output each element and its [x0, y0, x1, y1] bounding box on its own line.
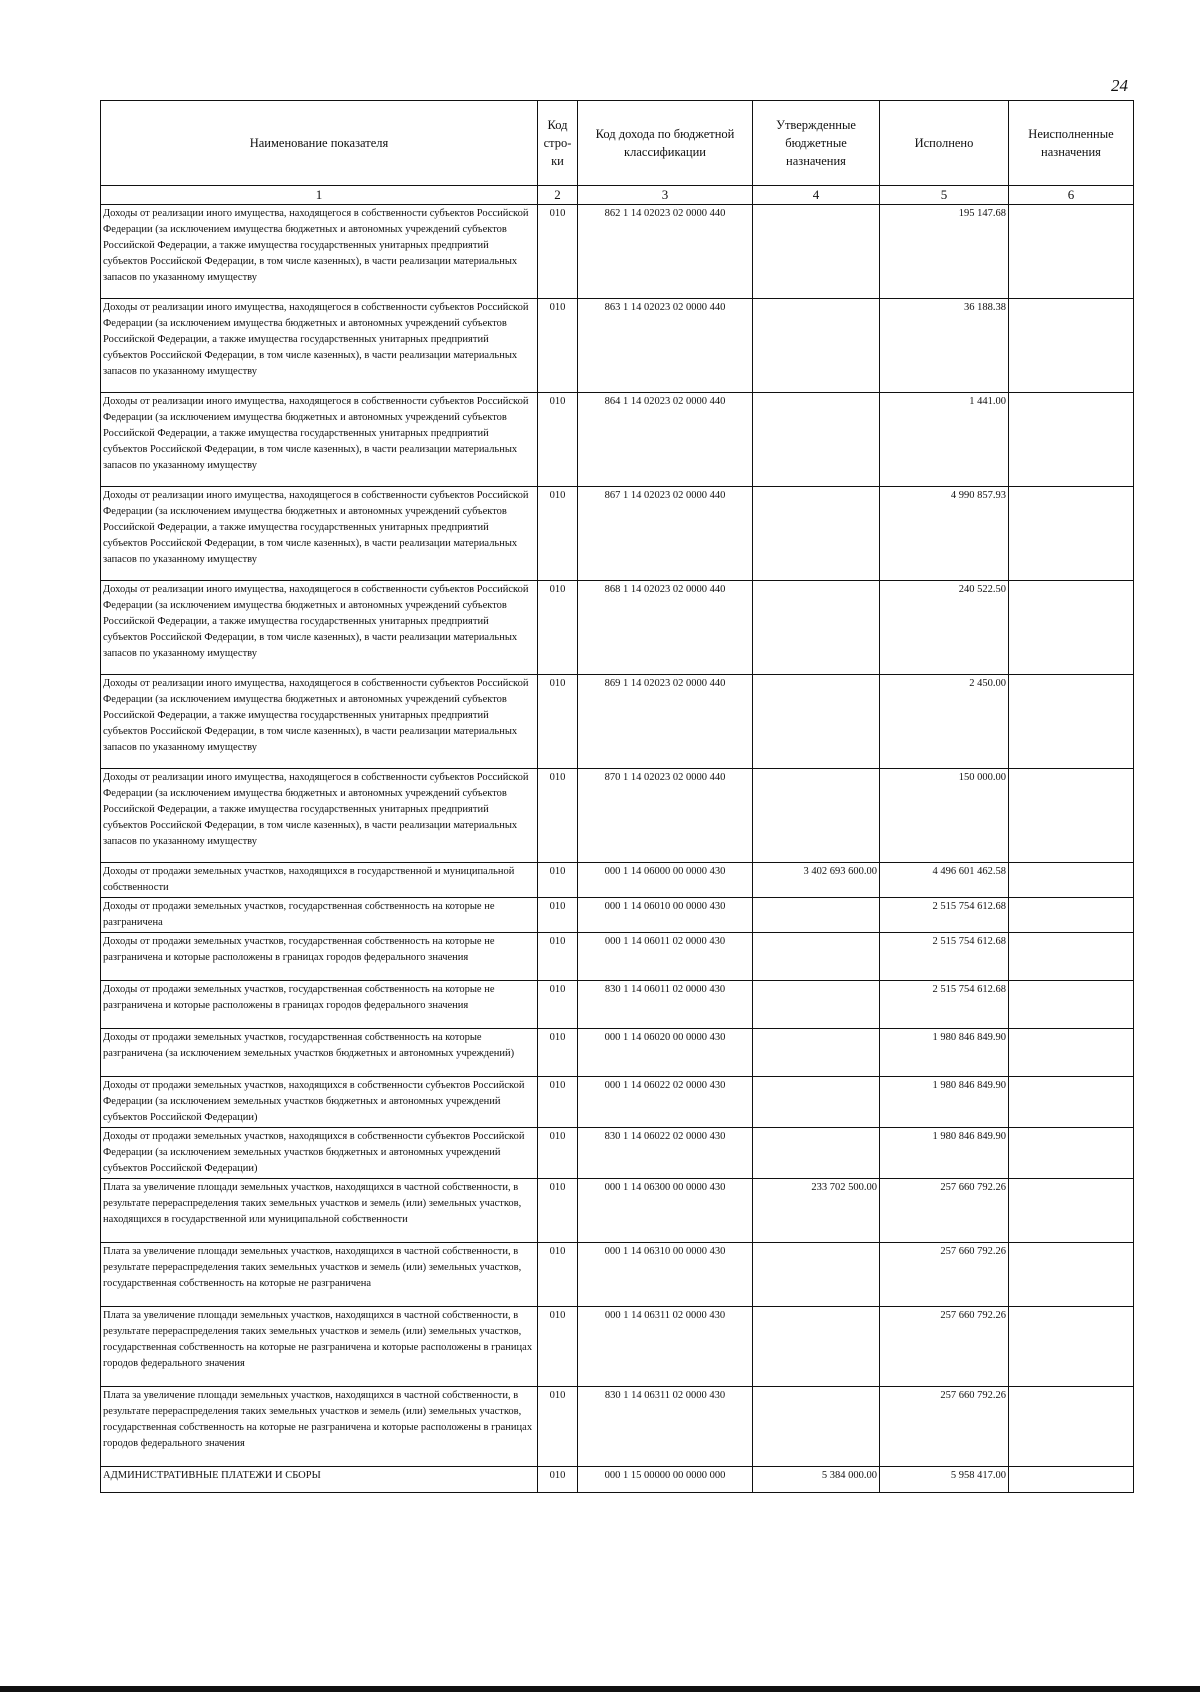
row-line-code: 010 — [538, 487, 578, 581]
row-unexecuted — [1009, 1387, 1134, 1467]
row-approved — [753, 205, 880, 299]
row-approved — [753, 1128, 880, 1179]
table-row — [101, 1387, 1134, 1467]
row-kbk: 868 1 14 02023 02 0000 440 — [578, 581, 753, 675]
table-row — [101, 1179, 1134, 1243]
row-unexecuted — [1009, 1077, 1134, 1128]
row-line-code: 010 — [538, 1307, 578, 1387]
row-approved — [753, 1243, 880, 1307]
row-name: Доходы от продажи земельных участков, находящихся в собственности субъектов Российской Федерации (за исключением земельных участков бюджетных и автономных учреждений субъектов Российской Федерации) — [101, 1077, 538, 1128]
row-approved: 5 384 000.00 — [753, 1467, 880, 1493]
row-unexecuted — [1009, 1128, 1134, 1179]
row-kbk: 830 1 14 06011 02 0000 430 — [578, 981, 753, 1029]
row-line-code: 010 — [538, 933, 578, 981]
row-line-code: 010 — [538, 1029, 578, 1077]
row-kbk: 000 1 14 06011 02 0000 430 — [578, 933, 753, 981]
table-row — [101, 1243, 1134, 1307]
row-executed: 1 980 846 849.90 — [880, 1029, 1009, 1077]
row-kbk: 867 1 14 02023 02 0000 440 — [578, 487, 753, 581]
table-row — [101, 981, 1134, 1029]
row-approved — [753, 581, 880, 675]
row-unexecuted — [1009, 1179, 1134, 1243]
table-row — [101, 1128, 1134, 1179]
table-row — [101, 393, 1134, 487]
column-number: 6 — [1009, 186, 1134, 205]
row-name: Доходы от реализации иного имущества, находящегося в собственности субъектов Российской Федерации (за исключением имущества бюджетных и автономных учреждений субъектов Российской Федерации, а также имущества государственных унитарных предприятий субъектов Российской Федерации, в том числе казенных), в части реализации материальных запасов по указанному имуществу — [101, 675, 538, 769]
row-name: Плата за увеличение площади земельных участков, находящихся в частной собственности, в результате перераспределения таких земельных участков и земель (или) земельных участков, находящихся в государственной или муниципальной собственности — [101, 1179, 538, 1243]
row-kbk: 862 1 14 02023 02 0000 440 — [578, 205, 753, 299]
row-unexecuted — [1009, 675, 1134, 769]
row-line-code: 010 — [538, 1467, 578, 1493]
row-unexecuted — [1009, 898, 1134, 933]
row-approved: 233 702 500.00 — [753, 1179, 880, 1243]
table-row — [101, 299, 1134, 393]
table-row — [101, 898, 1134, 933]
row-unexecuted — [1009, 981, 1134, 1029]
row-kbk: 864 1 14 02023 02 0000 440 — [578, 393, 753, 487]
row-unexecuted — [1009, 933, 1134, 981]
row-approved — [753, 769, 880, 863]
table-body — [101, 205, 1134, 1493]
row-executed: 150 000.00 — [880, 769, 1009, 863]
row-kbk: 000 1 15 00000 00 0000 000 — [578, 1467, 753, 1493]
row-name: Доходы от продажи земельных участков, государственная собственность на которые не разграничена и которые расположены в границах городов федерального значения — [101, 981, 538, 1029]
row-name: Доходы от продажи земельных участков, находящихся в государственной и муниципальной собственности — [101, 863, 538, 898]
table-row — [101, 1467, 1134, 1493]
row-unexecuted — [1009, 1029, 1134, 1077]
row-line-code: 010 — [538, 1077, 578, 1128]
row-unexecuted — [1009, 863, 1134, 898]
row-line-code: 010 — [538, 393, 578, 487]
header-executed: Исполнено — [880, 101, 1009, 186]
row-unexecuted — [1009, 769, 1134, 863]
row-line-code: 010 — [538, 581, 578, 675]
row-line-code: 010 — [538, 1243, 578, 1307]
row-executed: 2 515 754 612.68 — [880, 981, 1009, 1029]
row-kbk: 000 1 14 06311 02 0000 430 — [578, 1307, 753, 1387]
row-approved — [753, 898, 880, 933]
row-name: Доходы от реализации иного имущества, находящегося в собственности субъектов Российской Федерации (за исключением имущества бюджетных и автономных учреждений субъектов Российской Федерации, а также имущества государственных унитарных предприятий субъектов Российской Федерации, в том числе казенных), в части реализации материальных запасов по указанному имуществу — [101, 581, 538, 675]
row-line-code: 010 — [538, 205, 578, 299]
row-executed: 4 496 601 462.58 — [880, 863, 1009, 898]
row-approved — [753, 1077, 880, 1128]
row-name: Доходы от продажи земельных участков, государственная собственность на которые не разграничена и которые расположены в границах городов федерального значения — [101, 933, 538, 981]
row-line-code: 010 — [538, 863, 578, 898]
row-approved — [753, 675, 880, 769]
header-line-code: Код стро-ки — [538, 101, 578, 186]
row-executed: 257 660 792.26 — [880, 1387, 1009, 1467]
row-executed: 240 522.50 — [880, 581, 1009, 675]
row-line-code: 010 — [538, 769, 578, 863]
row-kbk: 000 1 14 06000 00 0000 430 — [578, 863, 753, 898]
header-unexecuted: Неисполненные назначения — [1009, 101, 1134, 186]
header-kbk: Код дохода по бюджетной классификации — [578, 101, 753, 186]
column-number: 2 — [538, 186, 578, 205]
row-executed: 2 515 754 612.68 — [880, 933, 1009, 981]
page-number: 24 — [1111, 76, 1128, 95]
row-executed: 1 441.00 — [880, 393, 1009, 487]
row-line-code: 010 — [538, 1387, 578, 1467]
row-name: Доходы от реализации иного имущества, находящегося в собственности субъектов Российской Федерации (за исключением имущества бюджетных и автономных учреждений субъектов Российской Федерации, а также имущества государственных унитарных предприятий субъектов Российской Федерации, в том числе казенных), в части реализации материальных запасов по указанному имуществу — [101, 393, 538, 487]
header-row — [101, 101, 1134, 186]
row-unexecuted — [1009, 205, 1134, 299]
row-name: Доходы от реализации иного имущества, находящегося в собственности субъектов Российской Федерации (за исключением имущества бюджетных и автономных учреждений субъектов Российской Федерации, а также имущества государственных унитарных предприятий субъектов Российской Федерации, в том числе казенных), в части реализации материальных запасов по указанному имуществу — [101, 205, 538, 299]
row-unexecuted — [1009, 1307, 1134, 1387]
table-row — [101, 1077, 1134, 1128]
table-row — [101, 487, 1134, 581]
row-approved — [753, 487, 880, 581]
row-line-code: 010 — [538, 1179, 578, 1243]
table-row — [101, 769, 1134, 863]
row-name: Доходы от продажи земельных участков, государственная собственность на которые разграничена (за исключением земельных участков бюджетных и автономных учреждений) — [101, 1029, 538, 1077]
row-name: Доходы от продажи земельных участков, государственная собственность на которые не разграничена — [101, 898, 538, 933]
row-unexecuted — [1009, 1243, 1134, 1307]
table-row — [101, 933, 1134, 981]
row-name: Доходы от реализации иного имущества, находящегося в собственности субъектов Российской Федерации (за исключением имущества бюджетных и автономных учреждений субъектов Российской Федерации, а также имущества государственных унитарных предприятий субъектов Российской Федерации, в том числе казенных), в части реализации материальных запасов по указанному имуществу — [101, 769, 538, 863]
table-row — [101, 1029, 1134, 1077]
row-approved — [753, 981, 880, 1029]
row-unexecuted — [1009, 393, 1134, 487]
column-number: 4 — [753, 186, 880, 205]
row-kbk: 000 1 14 06010 00 0000 430 — [578, 898, 753, 933]
row-unexecuted — [1009, 299, 1134, 393]
row-executed: 36 188.38 — [880, 299, 1009, 393]
table-row — [101, 581, 1134, 675]
row-approved — [753, 299, 880, 393]
row-kbk: 000 1 14 06020 00 0000 430 — [578, 1029, 753, 1077]
table-row — [101, 863, 1134, 898]
row-kbk: 830 1 14 06022 02 0000 430 — [578, 1128, 753, 1179]
row-approved — [753, 933, 880, 981]
row-kbk: 000 1 14 06310 00 0000 430 — [578, 1243, 753, 1307]
row-unexecuted — [1009, 1467, 1134, 1493]
row-executed: 1 980 846 849.90 — [880, 1128, 1009, 1179]
row-approved: 3 402 693 600.00 — [753, 863, 880, 898]
row-executed: 1 980 846 849.90 — [880, 1077, 1009, 1128]
row-approved — [753, 1387, 880, 1467]
column-number-row — [101, 186, 1134, 205]
row-line-code: 010 — [538, 675, 578, 769]
row-approved — [753, 1029, 880, 1077]
row-line-code: 010 — [538, 898, 578, 933]
row-name: Плата за увеличение площади земельных участков, находящихся в частной собственности, в результате перераспределения таких земельных участков и земель (или) земельных участков, государственная собственность на которые не разграничена — [101, 1243, 538, 1307]
row-approved — [753, 393, 880, 487]
row-executed: 2 515 754 612.68 — [880, 898, 1009, 933]
row-unexecuted — [1009, 581, 1134, 675]
table-row — [101, 675, 1134, 769]
row-name: Плата за увеличение площади земельных участков, находящихся в частной собственности, в результате перераспределения таких земельных участков и земель (или) земельных участков, государственная собственность на которые не разграничена и которые расположены в границах городов федерального значения — [101, 1307, 538, 1387]
row-executed: 257 660 792.26 — [880, 1179, 1009, 1243]
row-kbk: 863 1 14 02023 02 0000 440 — [578, 299, 753, 393]
row-line-code: 010 — [538, 299, 578, 393]
scan-edge-bar — [0, 1686, 1200, 1692]
header-name: Наименование показателя — [101, 101, 538, 186]
row-name: Доходы от продажи земельных участков, находящихся в собственности субъектов Российской Федерации (за исключением земельных участков бюджетных и автономных учреждений субъектов Российской Федерации) — [101, 1128, 538, 1179]
row-executed: 4 990 857.93 — [880, 487, 1009, 581]
row-executed: 257 660 792.26 — [880, 1243, 1009, 1307]
row-line-code: 010 — [538, 981, 578, 1029]
column-number: 3 — [578, 186, 753, 205]
row-executed: 195 147.68 — [880, 205, 1009, 299]
row-kbk: 869 1 14 02023 02 0000 440 — [578, 675, 753, 769]
row-executed: 5 958 417.00 — [880, 1467, 1009, 1493]
row-kbk: 000 1 14 06300 00 0000 430 — [578, 1179, 753, 1243]
row-line-code: 010 — [538, 1128, 578, 1179]
table-row — [101, 1307, 1134, 1387]
row-approved — [753, 1307, 880, 1387]
row-kbk: 830 1 14 06311 02 0000 430 — [578, 1387, 753, 1467]
revenue-table — [100, 100, 1134, 1493]
row-name: Доходы от реализации иного имущества, находящегося в собственности субъектов Российской Федерации (за исключением имущества бюджетных и автономных учреждений субъектов Российской Федерации, а также имущества государственных унитарных предприятий субъектов Российской Федерации, в том числе казенных), в части реализации материальных запасов по указанному имуществу — [101, 299, 538, 393]
row-name: АДМИНИСТРАТИВНЫЕ ПЛАТЕЖИ И СБОРЫ — [101, 1467, 538, 1493]
row-unexecuted — [1009, 487, 1134, 581]
table-row — [101, 205, 1134, 299]
row-kbk: 870 1 14 02023 02 0000 440 — [578, 769, 753, 863]
row-kbk: 000 1 14 06022 02 0000 430 — [578, 1077, 753, 1128]
row-name: Доходы от реализации иного имущества, находящегося в собственности субъектов Российской Федерации (за исключением имущества бюджетных и автономных учреждений субъектов Российской Федерации, а также имущества государственных унитарных предприятий субъектов Российской Федерации, в том числе казенных), в части реализации материальных запасов по указанному имуществу — [101, 487, 538, 581]
column-number: 5 — [880, 186, 1009, 205]
row-name: Плата за увеличение площади земельных участков, находящихся в частной собственности, в результате перераспределения таких земельных участков и земель (или) земельных участков, государственная собственность на которые не разграничена и которые расположены в границах городов федерального значения — [101, 1387, 538, 1467]
row-executed: 2 450.00 — [880, 675, 1009, 769]
column-number: 1 — [101, 186, 538, 205]
table-header — [101, 101, 1134, 205]
header-approved: Утвержденные бюджетные назначения — [753, 101, 880, 186]
row-executed: 257 660 792.26 — [880, 1307, 1009, 1387]
